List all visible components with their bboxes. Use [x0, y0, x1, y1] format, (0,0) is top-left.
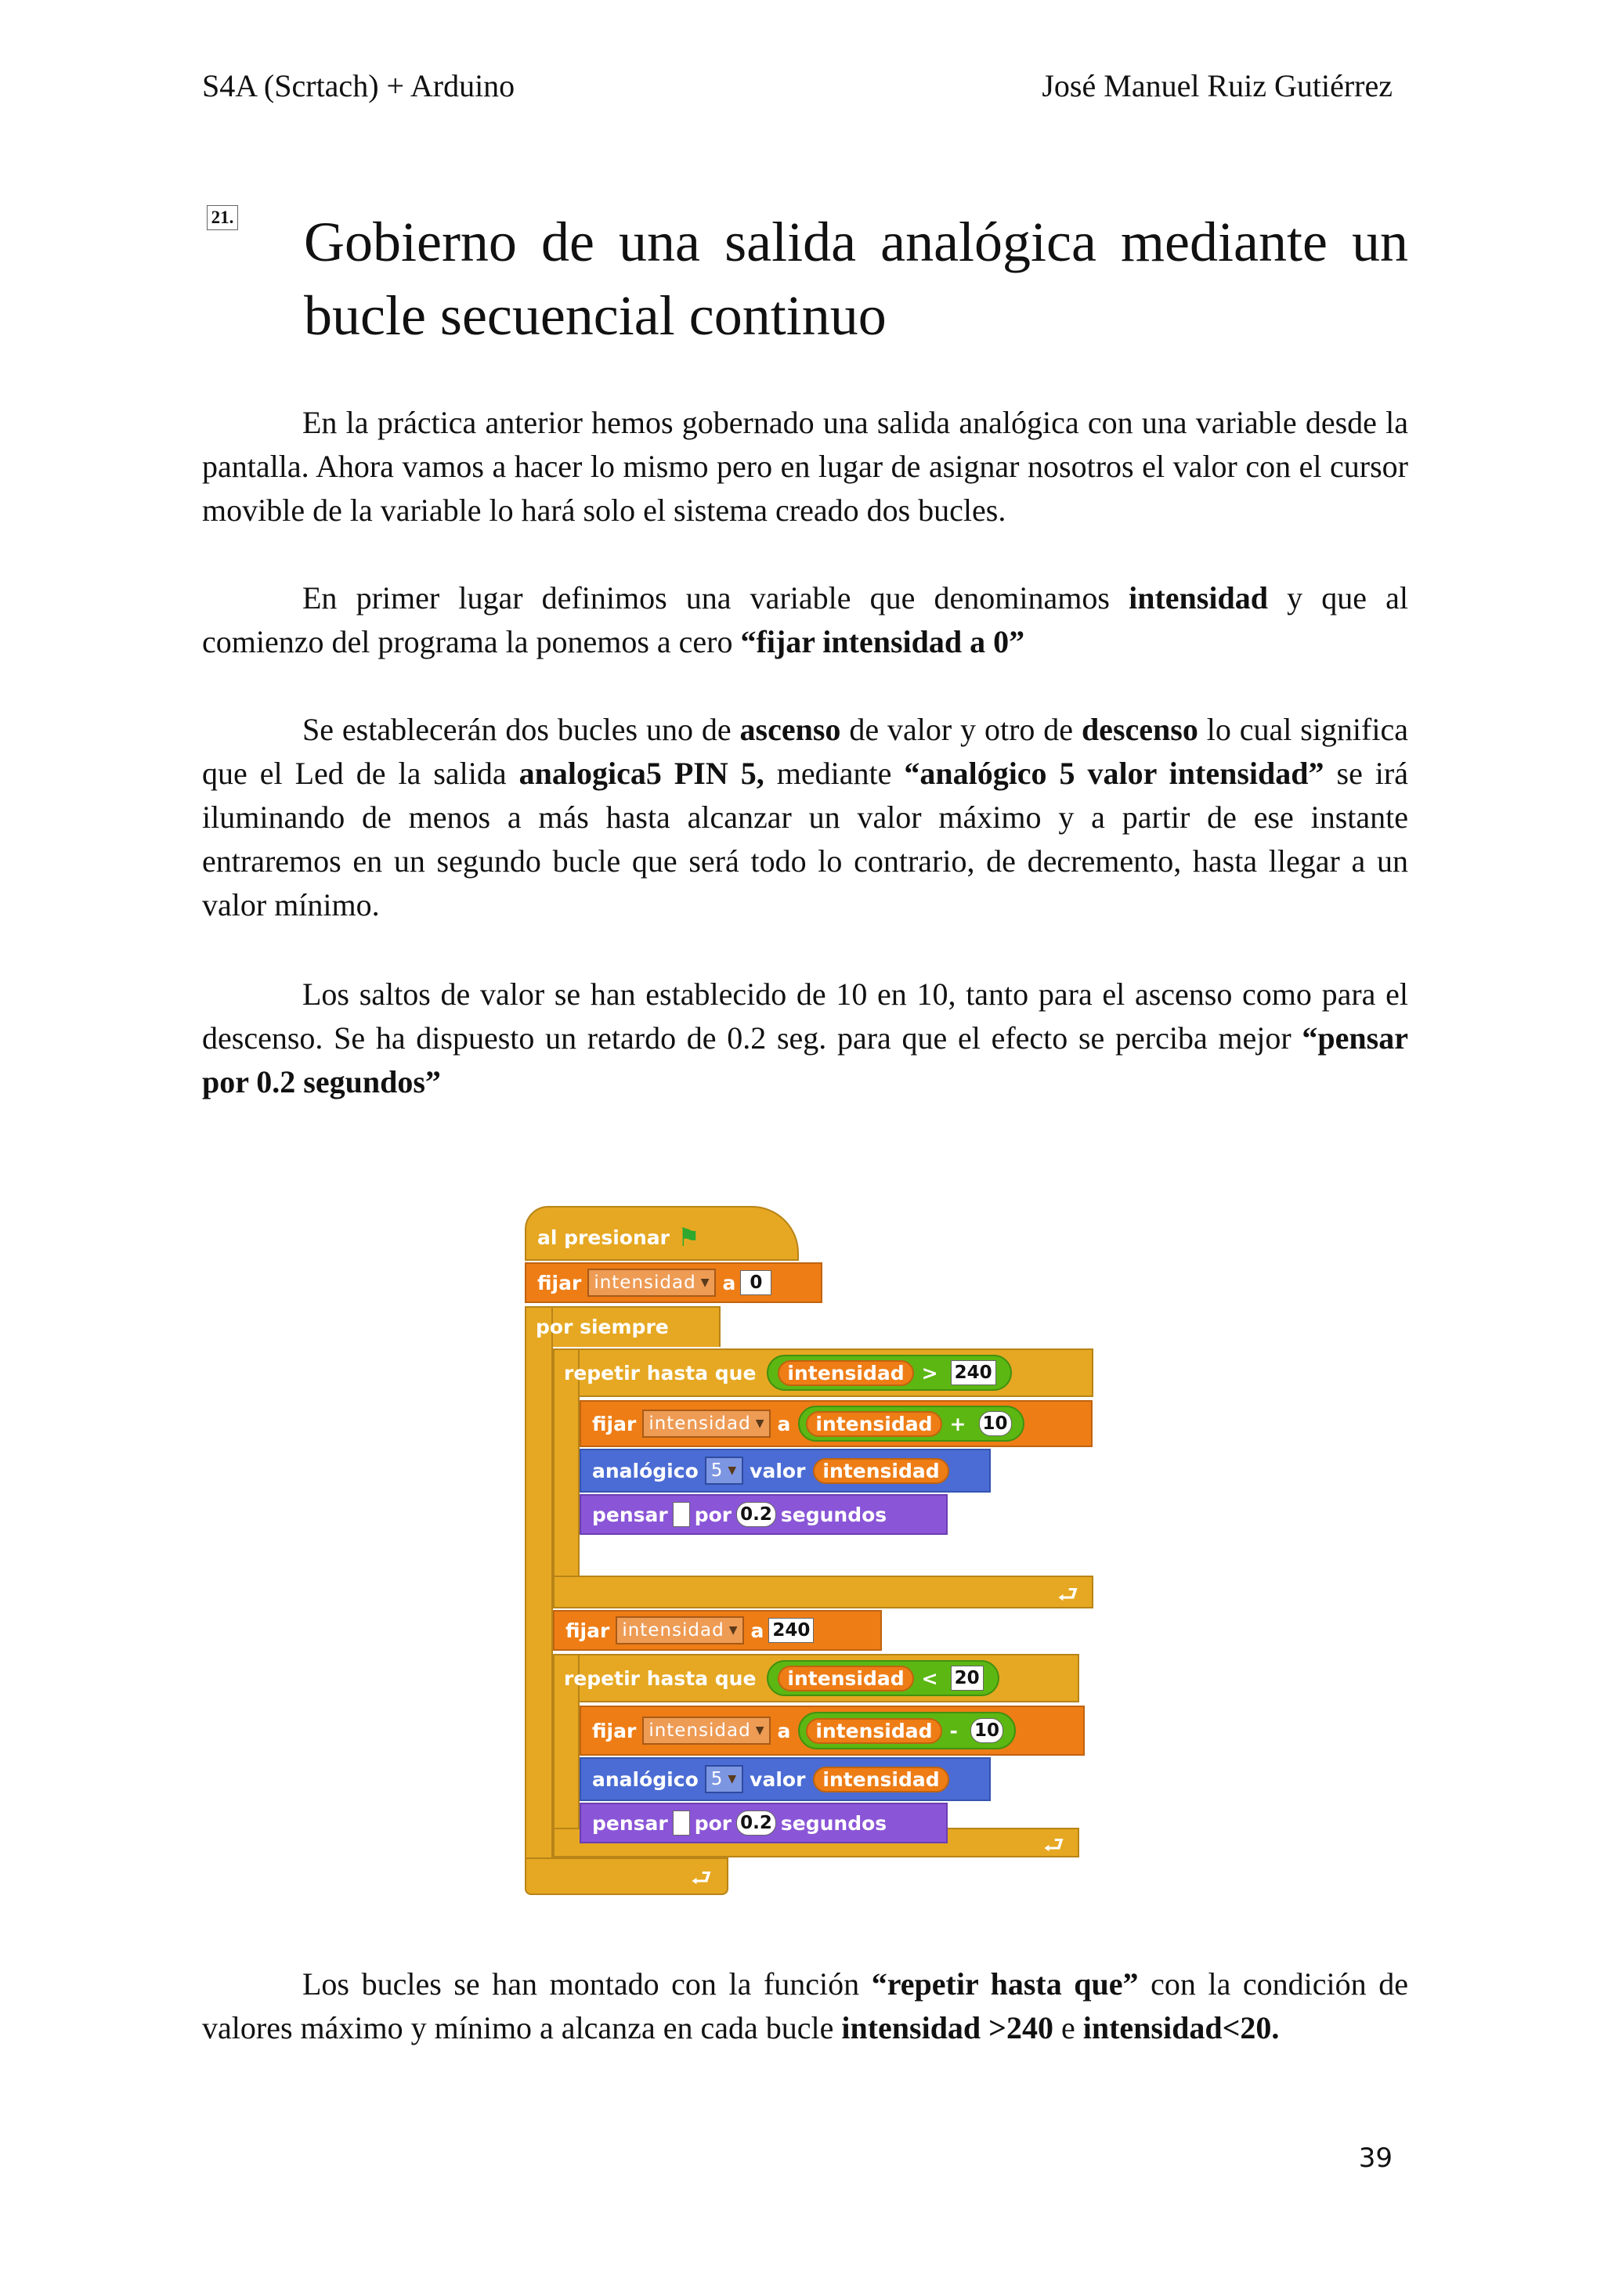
header-right: José Manuel Ruiz Gutiérrez	[1042, 68, 1393, 103]
title-line-1: Gobierno de una salida analógica mediante un	[304, 211, 1408, 273]
set-variable-block: fijar intensidad ▼ a intensidad - 10	[580, 1706, 1085, 1756]
pin-dropdown: 5 ▼	[705, 1457, 743, 1485]
loop-arrow-icon: ⮐	[1057, 1581, 1078, 1608]
greater-than-condition: intensidad > 240	[767, 1355, 1011, 1391]
paragraph-2: En primer lugar definimos una variable que denominamos intensidad y que al comienzo del programa la ponemos a cero “fijar intensidad a 0”	[202, 580, 1409, 659]
paragraph-3: Se establecerán dos bucles uno de ascenso de valor y otro de descenso lo cual significa que el Led de la salida analogica5 PIN 5, mediante “analógico 5 valor intensidad” se irá iluminando de menos a más hasta alcanzar un valor máximo y a partir de ese instante entraremos en un segundo bucle que será todo lo contrario, de decremento, hasta llegar a un valor mínimo.	[202, 712, 1408, 922]
variable-reporter: intensidad	[806, 1411, 941, 1437]
page-number: 39	[1358, 2143, 1393, 2174]
seconds-value: 0.2	[736, 1810, 776, 1836]
set-variable-block: fijar intensidad ▼ a intensidad + 10	[580, 1400, 1093, 1447]
variable-reporter: intensidad	[813, 1458, 948, 1484]
less-than-condition: intensidad < 20	[767, 1660, 999, 1696]
set-variable-block: fijar intensidad ▼ a 0	[525, 1262, 822, 1303]
step-value: 10	[979, 1411, 1012, 1436]
variable-reporter: intensidad	[806, 1718, 941, 1744]
init-value: 0	[740, 1270, 771, 1295]
section-number: 21.	[207, 205, 238, 230]
forever-block: por siempre	[536, 1315, 669, 1338]
think-for-secs-block: pensar por 0.2 segundos	[580, 1494, 948, 1535]
variable-dropdown: intensidad ▼	[616, 1616, 744, 1644]
loop-arrow-icon: ⮐	[691, 1865, 712, 1892]
pin-dropdown: 5 ▼	[705, 1765, 743, 1793]
paragraph-4: Los saltos de valor se han establecido de 10 en 10, tanto para el ascenso como para el descenso. Se ha dispuesto un retardo de 0.2 seg. para que el efecto se perciba mejor “pensar por 0.2 segundos”	[202, 977, 1408, 1099]
paragraph-5: Los bucles se han montado con la función “repetir hasta que” con la condición de valores máximo y mínimo a alcanza en cada bucle intensidad >240 e intensidad<20.	[202, 1966, 1408, 2045]
when-flag-clicked-block: al presionar ⚑	[525, 1206, 799, 1261]
variable-dropdown: intensidad ▼	[642, 1717, 771, 1745]
loop-arrow-icon: ⮐	[1043, 1832, 1064, 1859]
seconds-value: 0.2	[736, 1502, 776, 1527]
scratch-script-figure	[517, 1190, 1096, 1895]
max-value: 240	[951, 1360, 996, 1385]
variable-reporter: intensidad	[778, 1666, 913, 1691]
analog-write-block: analógico 5 ▼ valor intensidad	[580, 1449, 991, 1493]
think-for-secs-block: pensar por 0.2 segundos	[580, 1803, 948, 1843]
analog-write-block: analógico 5 ▼ valor intensidad	[580, 1757, 991, 1801]
green-flag-icon: ⚑	[677, 1222, 700, 1252]
step-value: 10	[970, 1718, 1003, 1743]
subtract-operator: intensidad - 10	[798, 1712, 1016, 1749]
add-operator: intensidad + 10	[798, 1406, 1024, 1442]
repeat-until-block-2: repetir hasta que intensidad < 20	[553, 1654, 999, 1702]
header-left: S4A (Scrtach) + Arduino	[202, 68, 515, 103]
variable-reporter: intensidad	[813, 1767, 948, 1792]
set-variable-block: fijar intensidad ▼ a 240	[553, 1610, 882, 1651]
variable-reporter: intensidad	[778, 1360, 913, 1386]
text-input	[673, 1502, 690, 1527]
paragraph-1: En la práctica anterior hemos gobernado una salida analógica con una variable desde la pantalla. Ahora vamos a hacer lo mismo pero en lugar de asignar nosotros el valor con el cursor movible de la variable lo hará solo el sistema creado dos bucles.	[202, 405, 1408, 528]
text-input	[673, 1810, 690, 1836]
variable-dropdown: intensidad ▼	[642, 1410, 771, 1438]
title-line-2: bucle secuencial continuo	[304, 284, 887, 347]
repeat-until-block-1: repetir hasta que intensidad > 240	[553, 1348, 1012, 1397]
mid-value: 240	[768, 1618, 814, 1643]
variable-dropdown: intensidad ▼	[587, 1269, 716, 1297]
min-value: 20	[951, 1666, 984, 1691]
